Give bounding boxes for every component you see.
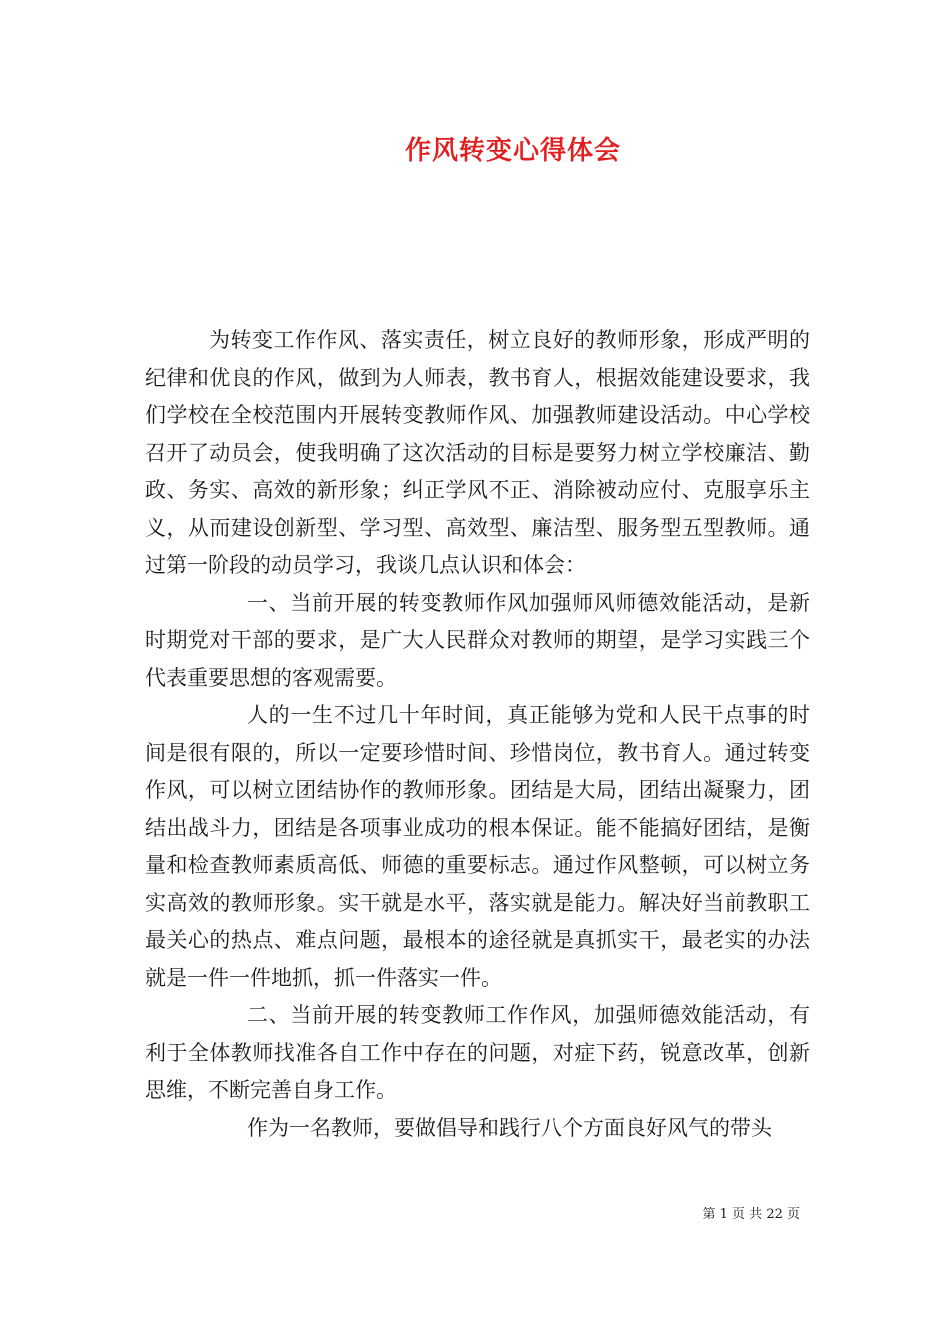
paragraph-point-two: 二、当前开展的转变教师工作作风，加强师德效能活动，有利于全体教师找准各自工作中存在的问题，对症下药，锐意改革，创新思维，不断完善自身工作。 bbox=[145, 1003, 810, 1102]
paragraph-intro: 为转变工作作风、落实责任，树立良好的教师形象，形成严明的纪律和优良的作风，做到为人师表，教书育人，根据效能建设要求，我们学校在全校范围内开展转变教师作风、加强教师建设活动。中心学校召开了动员会，使我明确了这次活动的目标是要努力树立学校廉洁、勤政、务实、高效的新形象；纠正学风不正、消除被动应付、克服享乐主义，从而建设创新型、学习型、高效型、廉洁型、服务型五型教师。通过第一阶段的动员学习，我谈几点认识和体会： bbox=[145, 328, 810, 577]
page-number-footer: 第 1 页 共 22 页 bbox=[702, 1207, 800, 1222]
paragraph-discussion: 人的一生不过几十年时间，真正能够为党和人民干点事的时间是很有限的，所以一定要珍惜时间、珍惜岗位，教书育人。通过转变作风，可以树立团结协作的教师形象。团结是大局，团结出凝聚力，团结出战斗力，团结是各项事业成功的根本保证。能不能搞好团结，是衡量和检查教师素质高低、师德的重要标志。通过作风整顿，可以树立务实高效的教师形象。实干就是水平，落实就是能力。解决好当前教职工最关心的热点、难点问题，最根本的途径就是真抓实干，最老实的办法就是一件一件地抓，抓一件落实一件。 bbox=[145, 703, 810, 990]
document-body bbox=[145, 322, 810, 1147]
paragraph-continuation: 作为一名教师，要做倡导和践行八个方面良好风气的带头 bbox=[247, 1115, 772, 1140]
paragraph-point-one: 一、当前开展的转变教师作风加强师风师德效能活动，是新时期党对干部的要求，是广大人民群众对教师的期望，是学习实践三个代表重要思想的客观需要。 bbox=[145, 590, 810, 690]
document-title: 作风转变心得体会 bbox=[404, 136, 621, 166]
